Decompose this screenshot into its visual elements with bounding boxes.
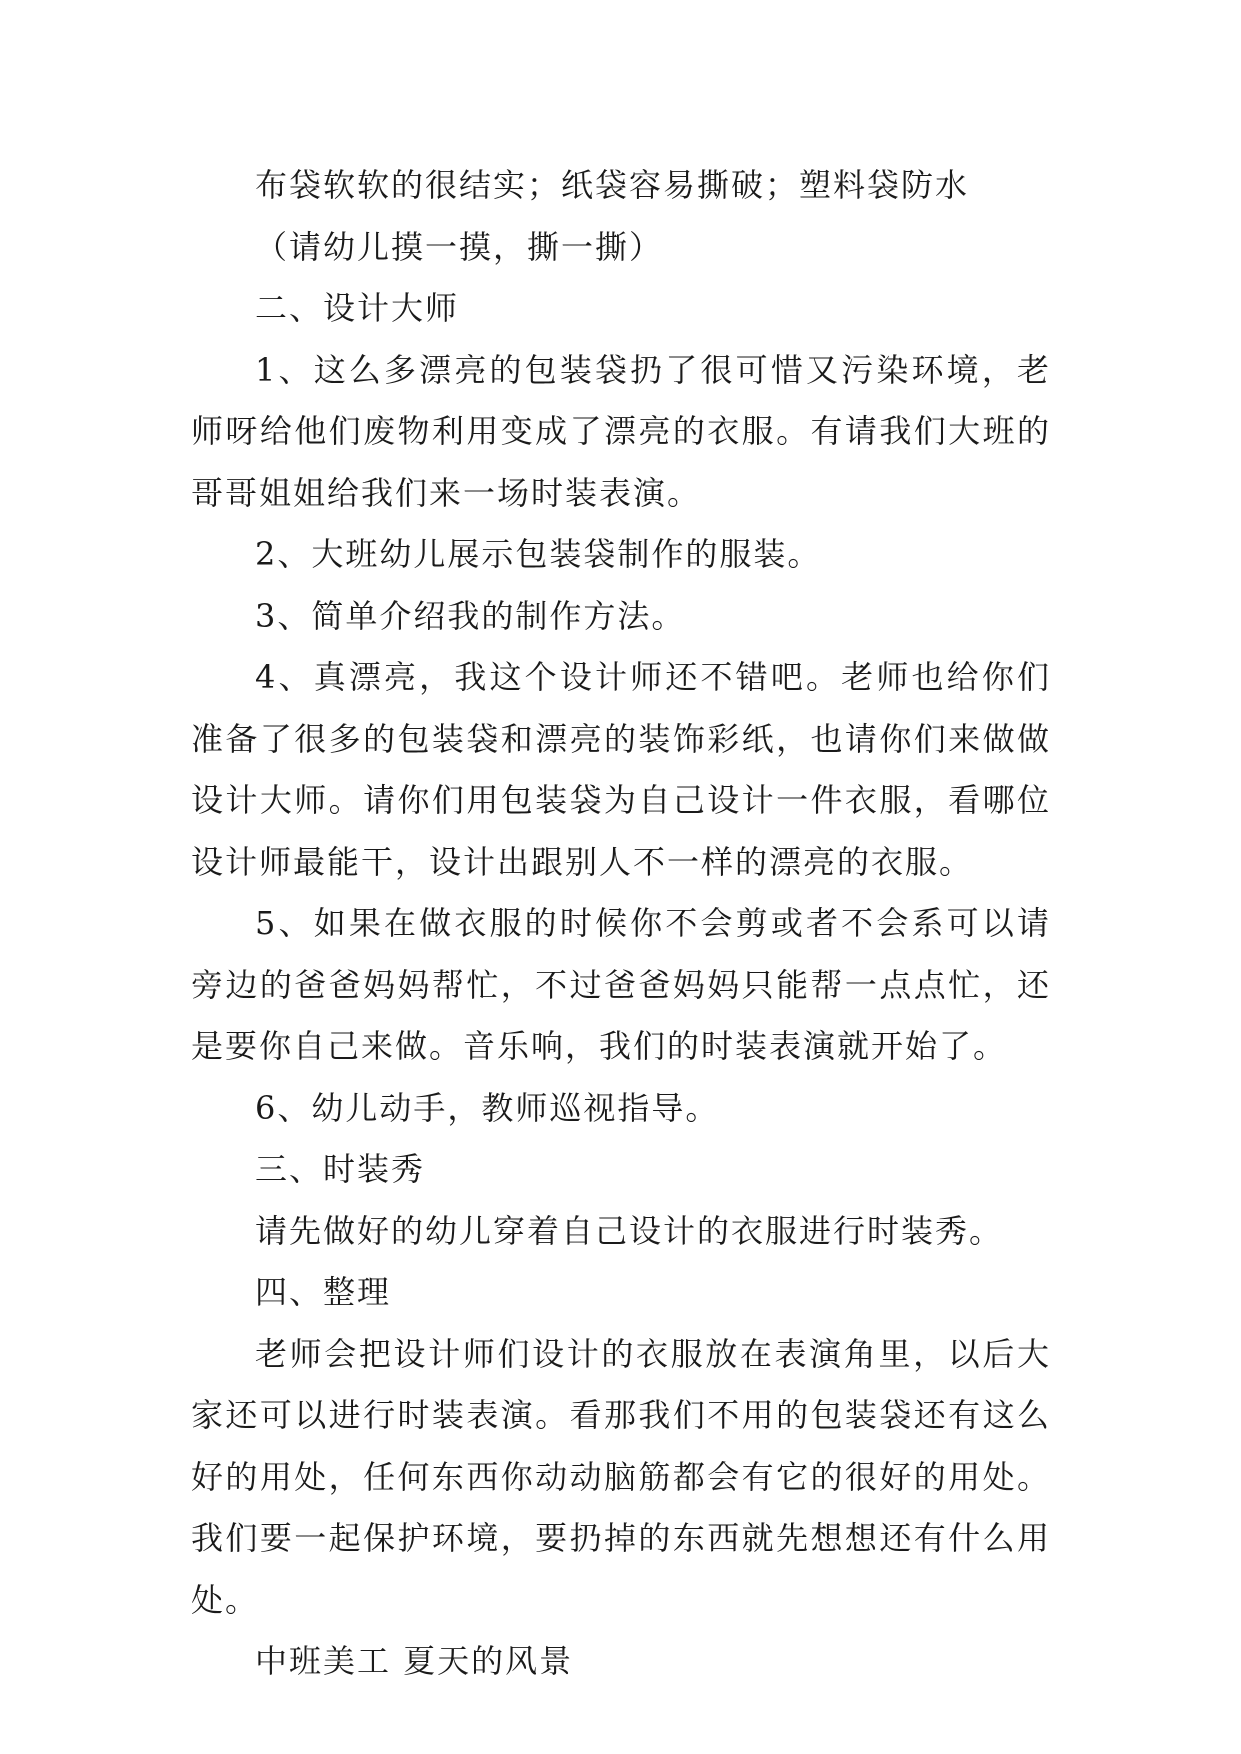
section-heading: 三、时装秀 bbox=[255, 1150, 426, 1188]
paragraph: 6、幼儿动手，教师巡视指导。 bbox=[255, 1088, 720, 1127]
section-heading: 二、设计大师 bbox=[255, 289, 460, 327]
section-heading: 中班美工 夏天的风景 bbox=[255, 1642, 574, 1680]
paragraph: 请先做好的幼儿穿着自己设计的衣服进行时装秀。 bbox=[255, 1211, 1004, 1250]
paragraph: 3、简单介绍我的制作方法。 bbox=[255, 596, 686, 635]
paragraph: 老师会把设计师们设计的衣服放在表演角里，以后大家还可以进行时装表演。看那我们不用的包装袋还有这么好的用处，任何东西你动动脑筋都会有它的很好的用处。我们要一起保护环境，要扔掉的东西就先想想还有什么用处。 bbox=[191, 1334, 1051, 1619]
paragraph: 5、如果在做衣服的时候你不会剪或者不会系可以请旁边的爸爸妈妈帮忙，不过爸爸妈妈只能帮一点点忙，还是要你自己来做。音乐响，我们的时装表演就开始了。 bbox=[191, 904, 1051, 1065]
section-heading: 四、整理 bbox=[255, 1273, 392, 1311]
paragraph: （请幼儿摸一摸，撕一撕） bbox=[255, 227, 664, 266]
paragraph: 4、真漂亮，我这个设计师还不错吧。老师也给你们准备了很多的包装袋和漂亮的装饰彩纸，也请你们来做做设计大师。请你们用包装袋为自己设计一件衣服，看哪位设计师最能干，设计出跟别人不一样的漂亮的衣服。 bbox=[191, 658, 1051, 881]
document-body bbox=[191, 155, 1051, 1693]
paragraph: 2、大班幼儿展示包装袋制作的服装。 bbox=[255, 535, 822, 573]
paragraph: 1、这么多漂亮的包装袋扔了很可惜又污染环境，老师呀给他们废物利用变成了漂亮的衣服。有请我们大班的哥哥姐姐给我们来一场时装表演。 bbox=[191, 350, 1051, 512]
paragraph: 布袋软软的很结实；纸袋容易撕破；塑料袋防水 bbox=[255, 166, 970, 204]
